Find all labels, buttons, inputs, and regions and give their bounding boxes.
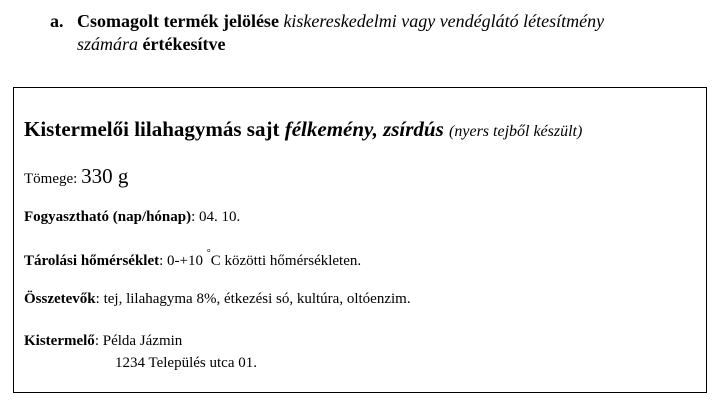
section-italic-2: számára [77,34,139,54]
weight-row [24,164,128,189]
best-before-value: : 04. 10. [191,209,241,225]
storage-row [24,248,362,270]
producer-address: 1234 Település utca 01. [115,355,257,371]
product-title-note: (nyers tejből készült) [449,123,583,140]
ingredients-value: : tej, lilahagyma 8%, étkezési só, kultúra, oltóenzim. [95,291,411,307]
section-italic-1: kiskereskedelmi vagy vendéglátó létesítmény [283,11,605,31]
product-label-box [13,87,707,393]
producer-row [24,333,182,350]
best-before-label: Fogyasztható (nap/hónap) [24,209,192,225]
storage-degree: ° [206,248,211,259]
product-title-main: Kistermelői lilahagymás sajt [24,117,280,141]
ingredients-label: Összetevők [24,291,96,307]
product-title [24,117,582,142]
weight-label: Tömege: [24,171,78,187]
best-before-row [24,209,240,226]
product-title-italic: félkemény, zsírdús [284,117,444,141]
ingredients-row [24,291,411,308]
section-heading [50,10,710,56]
producer-name: : Példa Jázmin [94,333,183,349]
storage-value-post: C közötti hőmérsékleten. [210,253,362,269]
section-marker: a. [50,11,64,31]
section-lead: Csomagolt termék jelölése [77,11,279,31]
weight-value: 330 g [81,164,129,188]
storage-value-pre: : 0-+10 [159,253,203,269]
producer-label: Kistermelő [24,333,95,349]
storage-label: Tárolási hőmérséklet [24,253,160,269]
section-tail: értékesítve [142,34,226,54]
